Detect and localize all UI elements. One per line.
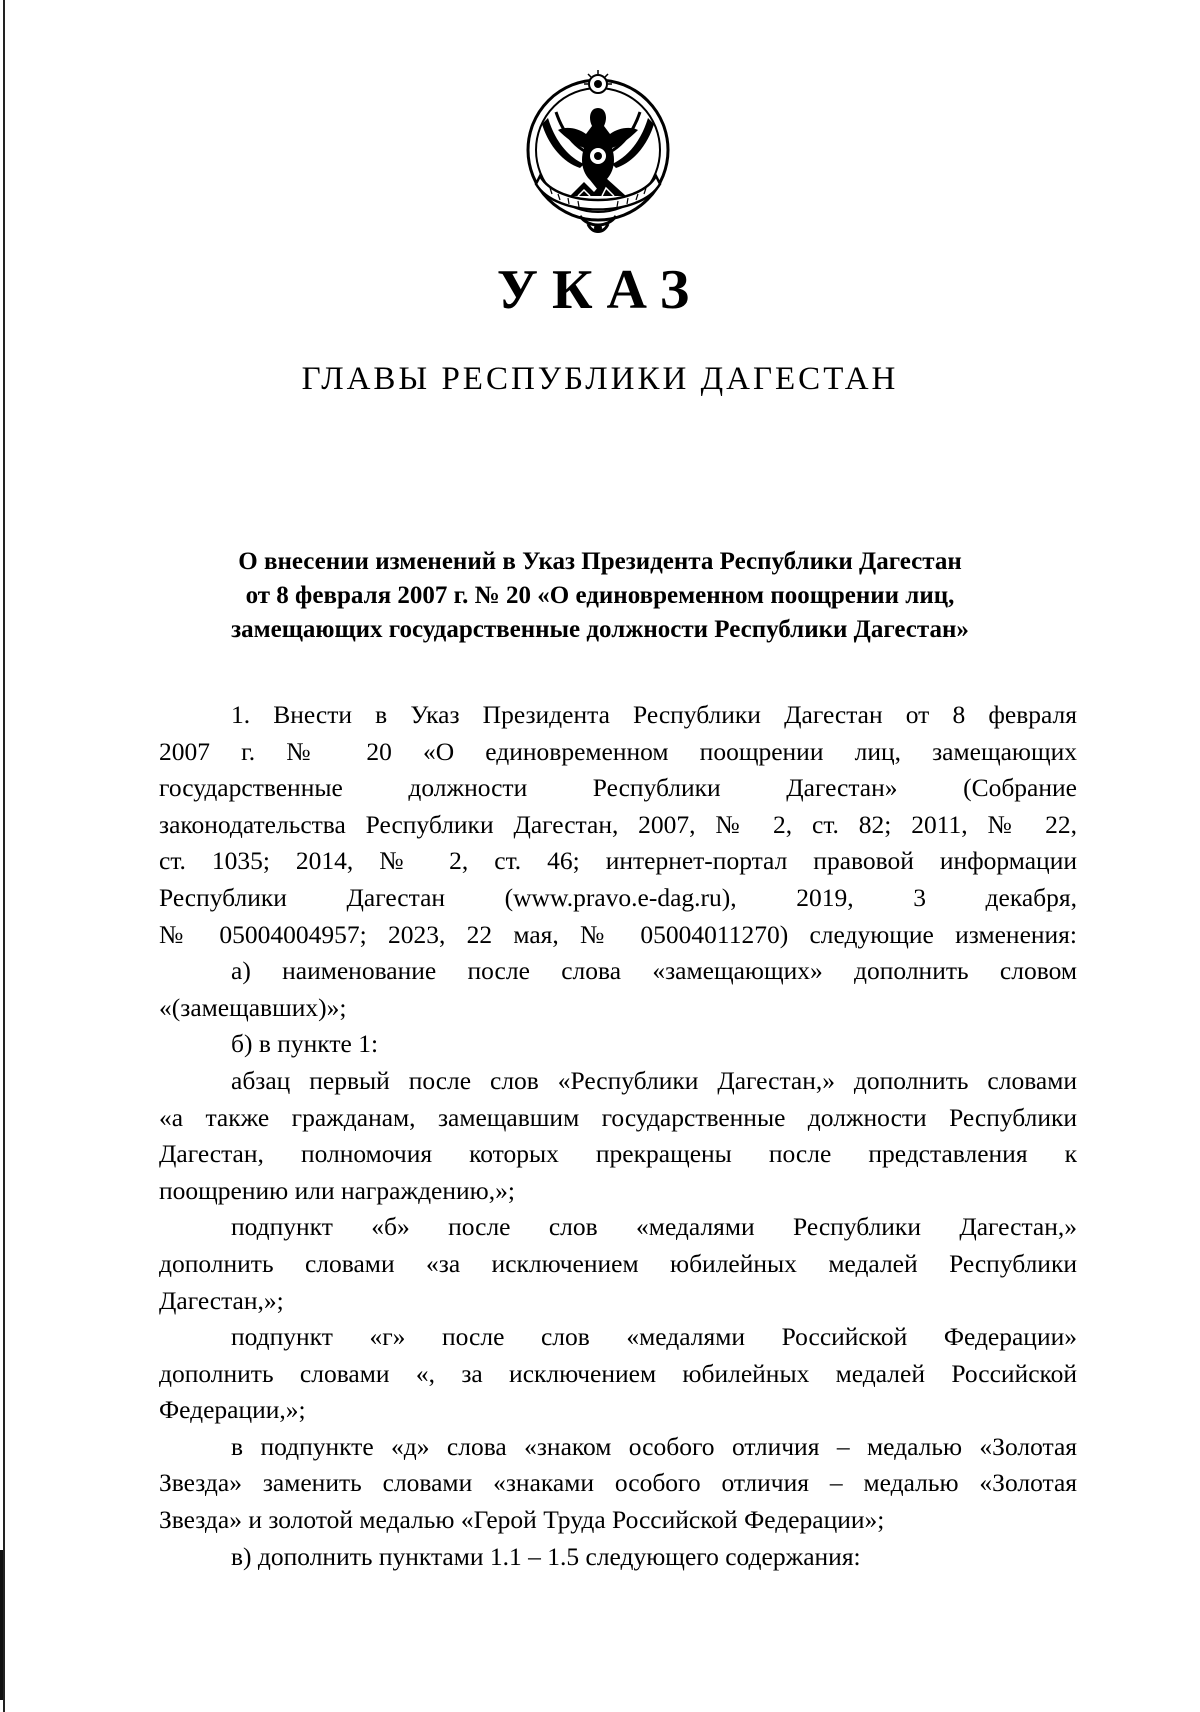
scan-edge-mark xyxy=(0,1550,3,1700)
paragraph-line: Звезда» заменить словами «знаками особого отличия – медалью «Золотая xyxy=(159,1468,1077,1498)
document-subtitle: ГЛАВЫ РЕСПУБЛИКИ ДАГЕСТАН xyxy=(301,361,899,397)
paragraph-line: № 05004004957; 2023, 22 мая, № 05004011270) следующие изменения: xyxy=(159,919,1077,949)
decree-body xyxy=(159,697,1077,1575)
dagestan-coat-of-arms-icon xyxy=(518,68,678,238)
paragraph-line: б) в пункте 1: xyxy=(231,1029,379,1059)
paragraph-line: государственные должности Республики Дагестан» (Собрание xyxy=(159,773,1077,803)
paragraph-line: Дагестан, полномочия которых прекращены после представления к xyxy=(159,1139,1077,1169)
paragraph-line: подпункт «б» после слов «медалями Республики Дагестан,» xyxy=(231,1212,1077,1242)
decree-heading xyxy=(150,545,1050,647)
paragraph-line: Дагестан,»; xyxy=(159,1285,284,1315)
paragraph-line: поощрению или награждению,»; xyxy=(159,1175,515,1205)
paragraph-line: 1. Внести в Указ Президента Республики Дагестан от 8 февраля xyxy=(231,700,1077,729)
paragraph-line: дополнить словами «, за исключением юбилейных медалей Российской xyxy=(159,1358,1077,1388)
paragraph-line: а) наименование после слова «замещающих» дополнить словом xyxy=(231,956,1077,986)
paragraph-line: «(замещавших)»; xyxy=(159,992,347,1022)
paragraph-line: дополнить словами «за исключением юбилейных медалей Республики xyxy=(159,1248,1077,1278)
heading-line: от 8 февраля 2007 г. № 20 «О единовременном поощрении лиц, xyxy=(245,582,955,609)
heading-line: О внесении изменений в Указ Президента Республики Дагестан xyxy=(238,548,962,575)
paragraph-line: законодательства Республики Дагестан, 2007, № 2, ст. 82; 2011, № 22, xyxy=(159,809,1077,839)
paragraph-line: Звезда» и золотой медалью «Герой Труда Российской Федерации»; xyxy=(159,1505,885,1535)
paragraph-line: «а также гражданам, замещавшим государственные должности Республики xyxy=(159,1102,1077,1132)
paragraph-line: в подпункте «д» слова «знаком особого отличия – медалью «Золотая xyxy=(231,1431,1077,1461)
paragraph-line: ст. 1035; 2014, № 2, ст. 46; интернет-портал правовой информации xyxy=(159,846,1077,876)
document-title: УКАЗ xyxy=(496,259,704,321)
paragraph-line: Федерации,»; xyxy=(159,1395,306,1425)
paragraph-line: в) дополнить пунктами 1.1 – 1.5 следующего содержания: xyxy=(231,1541,861,1571)
paragraph-line: 2007 г. № 20 «О единовременном поощрении лиц, замещающих xyxy=(159,736,1077,766)
paragraph-line: Республики Дагестан (www.pravo.e-dag.ru), 2019, 3 декабря, xyxy=(159,882,1077,912)
paragraph-line: подпункт «г» после слов «медалями Российской Федерации» xyxy=(231,1322,1077,1352)
heading-line: замещающих государственные должности Республики Дагестан» xyxy=(231,616,969,643)
paragraph-line: абзац первый после слов «Республики Дагестан,» дополнить словами xyxy=(231,1065,1077,1095)
